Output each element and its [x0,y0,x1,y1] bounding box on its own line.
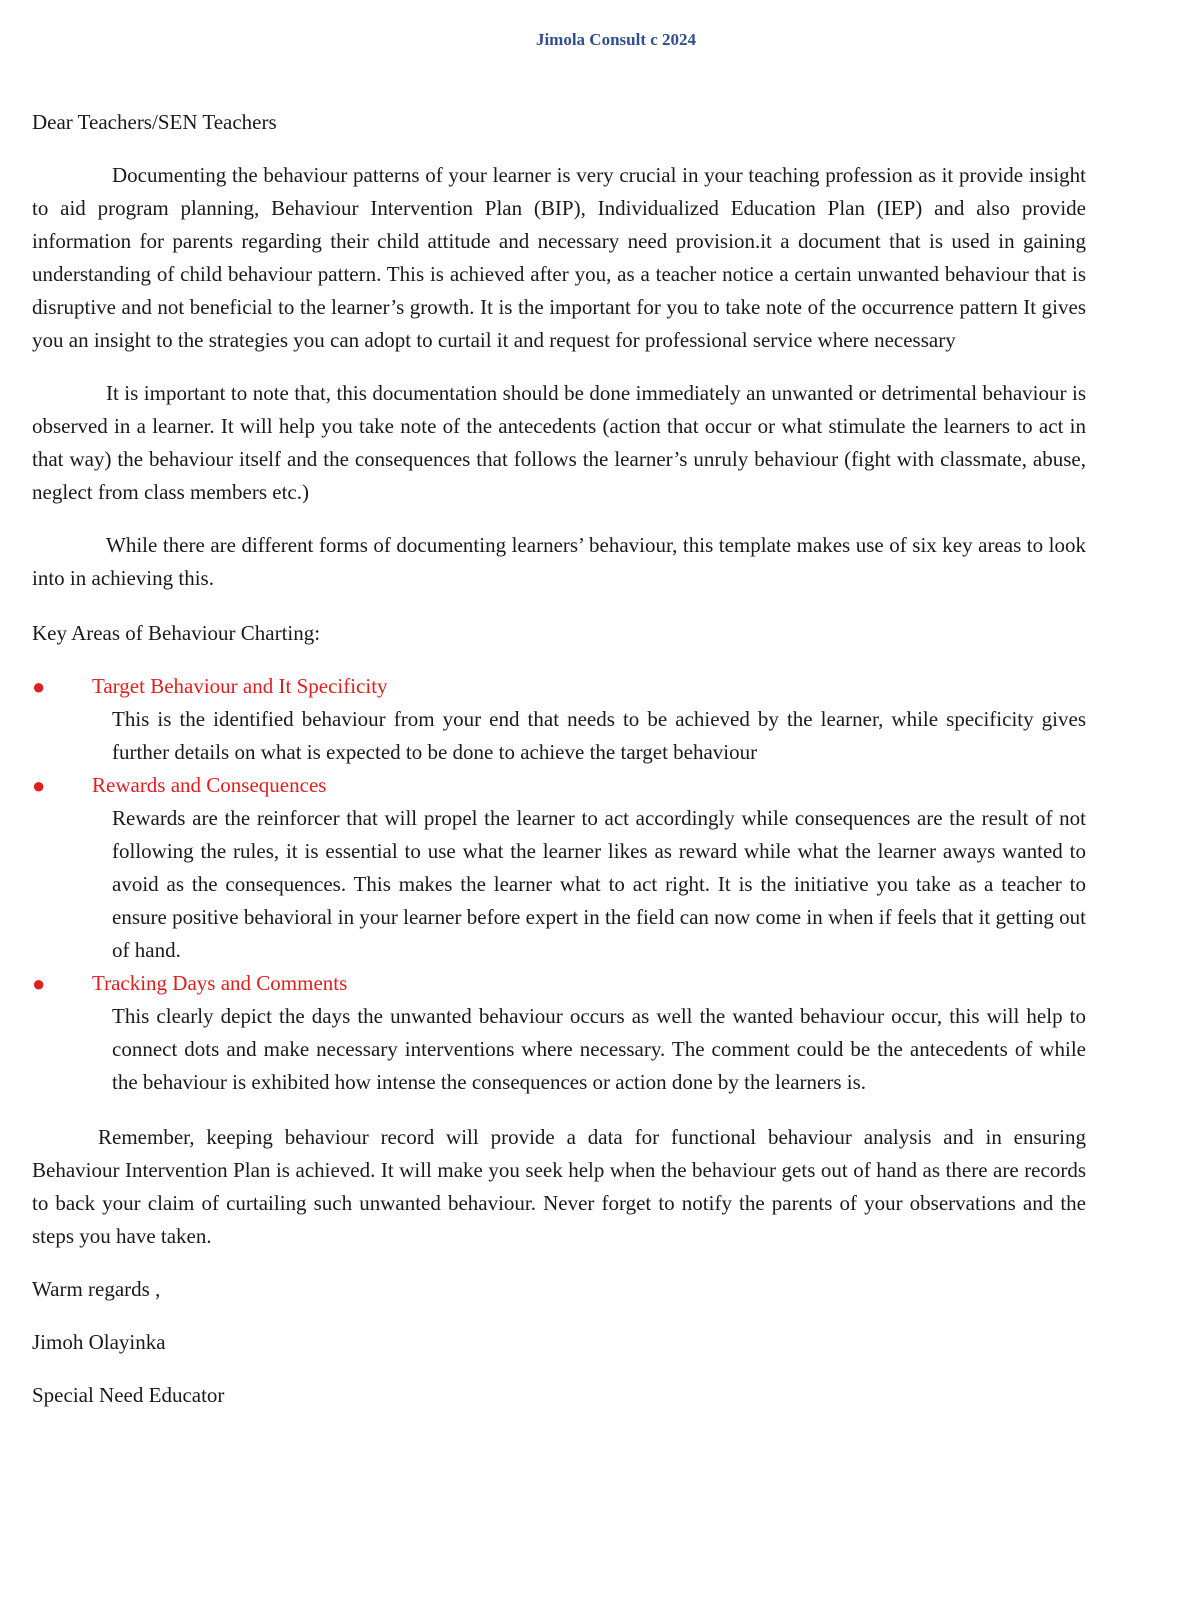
key-area-description: Rewards are the reinforcer that will propel the learner to act accordingly while consequences are the result of not following the rules, it is essential to use what the learner likes as reward while what the learner aways wanted to avoid as the consequences. This makes the learner what to act right. It is the initiative you take as a teacher to ensure positive behavioral in your learner before expert in the field can now come in when if feels that it getting out of hand. [112,806,1086,962]
template-paragraph: While there are different forms of documenting learners’ behaviour, this template makes use of six key areas to look into in achieving this. [32,533,1086,590]
intro-paragraph: Documenting the behaviour patterns of your learner is very crucial in your teaching profession as it provide insight to aid program planning, Behaviour Intervention Plan (BIP), Individualized Education Plan (IEP) and also provide information for parents regarding their child attitude and necessary need provision.it a document that is used in gaining understanding of child behaviour pattern. This is achieved after you, as a teacher notice a certain unwanted behaviour that is disruptive and not beneficial to the learner’s growth. It is the important for you to take note of the occurrence pattern It gives you an insight to the strategies you can adopt to curtail it and request for professional service where necessary [32,163,1086,352]
key-area-title: Target Behaviour and It Specificity [92,674,388,698]
key-areas-heading: Key Areas of Behaviour Charting: [32,621,321,645]
key-areas-list [32,670,1086,1099]
author-name: Jimoh Olayinka [32,1330,166,1354]
importance-paragraph: It is important to note that, this documentation should be done immediately an unwanted or detrimental behaviour is observed in a learner. It will help you take note of the antecedents (action that occur or what stimulate the learners to act in that way) the behaviour itself and the consequences that follows the learner’s unruly behaviour (fight with classmate, abuse, neglect from class members etc.) [32,381,1086,504]
author-role: Special Need Educator [32,1383,225,1407]
closing-paragraph: Remember, keeping behaviour record will provide a data for functional behaviour analysis and in ensuring Behaviour Intervention Plan is achieved. It will make you seek help when the behaviour gets out of hand as there are records to back your claim of curtailing such unwanted behaviour. Never forget to notify the parents of your observations and the steps you have taken. [32,1125,1086,1248]
bullet-icon: ● [32,674,46,699]
list-item [32,769,1086,967]
key-area-description: This is the identified behaviour from your end that needs to be achieved by the learner, while specificity gives further details on what is expected to be done to achieve the target behaviour [112,707,1086,764]
bullet-icon: ● [32,773,46,798]
page-header: Jimola Consult c 2024 [535,30,697,49]
bullet-icon: ● [32,971,46,996]
list-item [32,670,1086,769]
key-area-title: Rewards and Consequences [92,773,327,797]
salutation: Dear Teachers/SEN Teachers [32,110,277,134]
key-area-title: Tracking Days and Comments [92,971,348,995]
signoff: Warm regards , [32,1277,161,1301]
key-area-description: This clearly depict the days the unwanted behaviour occurs as well the wanted behaviour occur, this will help to connect dots and make necessary interventions where necessary. The comment could be the antecedents of while the behaviour is exhibited how intense the consequences or action done by the learners is. [112,1004,1086,1094]
list-item [32,967,1086,1099]
